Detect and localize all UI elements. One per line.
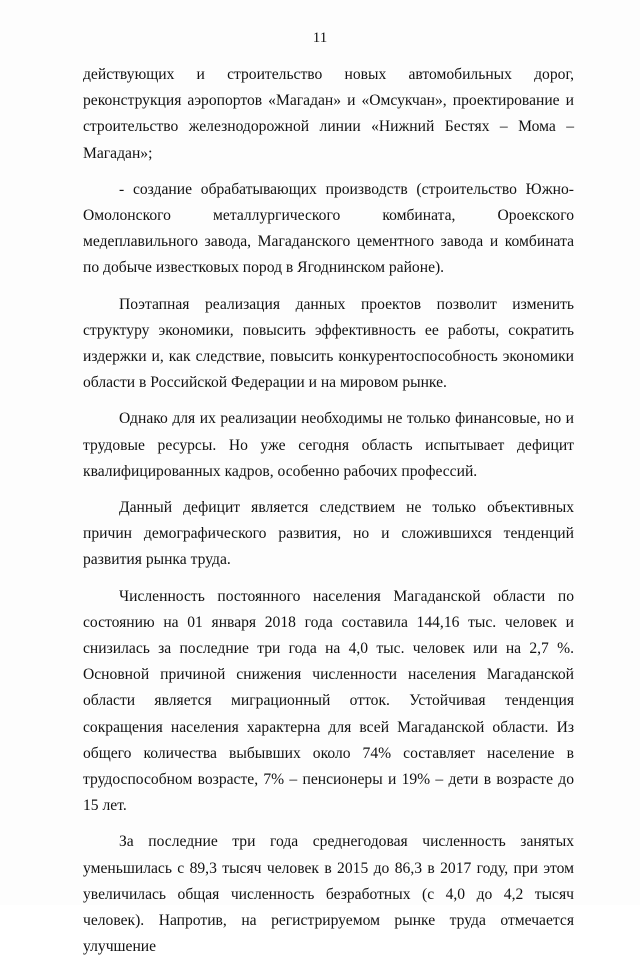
- page-number: 11: [312, 30, 328, 46]
- paragraph-employment-statistics: За последние три года среднегодовая численность занятых уменьшилась с 89,3 тысяч человек в 2015 до 86,3 в 2017 году, при этом увеличилась общая численность безработных (с 4,0 до 4,2 тысяч человек). Напротив, на регистрируемом рынке труда отмечается улучшение: [83, 833, 574, 956]
- paragraph-labor-resources: Однако для их реализации необходимы не только финансовые, но и трудовые ресурсы. Но уже сегодня область испытывает дефицит квалифицированных кадров, особенно рабочих профессий.: [83, 410, 574, 480]
- paragraph-population-statistics: Численность постоянного населения Магаданской области по состоянию на 01 января 2018 года составила 144,16 тыс. человек и снизилась за последние три года на 4,0 тыс. человек или на 2,7 %. Основной причиной снижения численности населения Магаданской области является миграционный отток. Устойчивая тенденция сокращения населения характерна для всей Магаданской области. Из общего количества выбывших около 74% составляет население в трудоспособном возрасте, 7% – пенсионеры и 19% – дети в возрасте до 15 лет.: [83, 587, 574, 815]
- paragraph-deficit-causes: Данный дефицит является следствием не только объективных причин демографического развития, но и сложившихся тенденций развития рынка труда.: [83, 499, 574, 569]
- paragraph-infrastructure-continuation: действующих и строительство новых автомобильных дорог, реконструкция аэропортов «Магадан» и «Омсукчан», проектирование и строительство железнодорожной линии «Нижний Бестях – Мома – Магадан»;: [83, 66, 574, 162]
- paragraph-manufacturing-list-item: - создание обрабатывающих производств (строительство Южно-Омолонского металлургического комбината, Ороекского медеплавильного завода, Магаданского цементного завода и комбината по добыче известковых пород в Ягоднинском районе).: [83, 180, 574, 277]
- paragraph-project-implementation: Поэтапная реализация данных проектов позволит изменить структуру экономики, повысить эффективность ее работы, сократить издержки и, как следствие, повысить конкурентоспособность экономики области в Российской Федерации и на мировом рынке.: [83, 295, 574, 392]
- document-body: [83, 62, 574, 971]
